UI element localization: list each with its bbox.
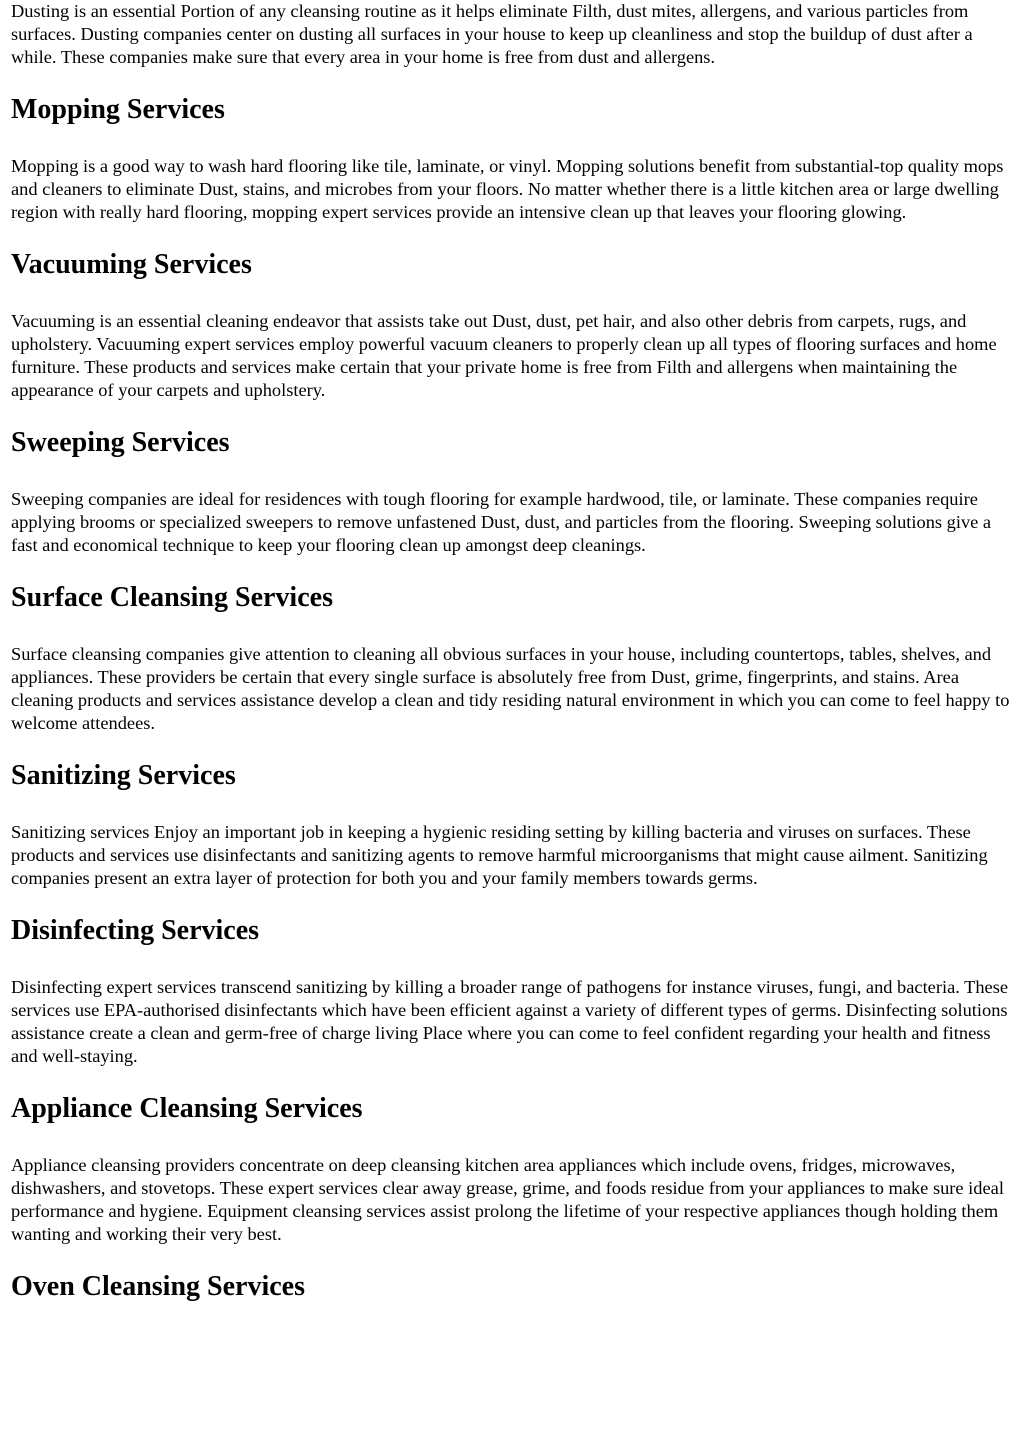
section-sanitizing bbox=[11, 759, 1013, 890]
section-body: Sanitizing services Enjoy an important job in keeping a hygienic residing setting by killing bacteria and viruses on surfaces. These products and services use disinfectants and sanitizing agents to remove harmful microorganisms that might cause ailment. Sanitizing companies present an extra layer of protection for both you and your family members towards germs. bbox=[11, 822, 988, 888]
section-body: Surface cleansing companies give attention to cleaning all obvious surfaces in your house, including countertops, tables, shelves, and appliances. These providers be certain that every single surface is absolutely free from Dust, grime, fingerprints, and stains. Area cleaning products and services assistance develop a clean and tidy residing natural environment in which you can come to feel happy to welcome attendees. bbox=[11, 644, 1010, 733]
section-heading: Vacuuming Services bbox=[11, 249, 252, 280]
section-mopping bbox=[11, 93, 1013, 224]
section-heading: Oven Cleansing Services bbox=[11, 1271, 305, 1302]
section-vacuuming bbox=[11, 248, 1013, 402]
section-heading: Mopping Services bbox=[11, 94, 225, 125]
section-heading: Disinfecting Services bbox=[11, 915, 260, 946]
section-heading: Appliance Cleansing Services bbox=[11, 1093, 363, 1124]
section-heading: Sweeping Services bbox=[11, 427, 230, 458]
section-oven-cleansing bbox=[11, 1270, 1013, 1304]
section-surface-cleansing bbox=[11, 581, 1013, 735]
section-body: Vacuuming is an essential cleaning endeavor that assists take out Dust, dust, pet hair, and also other debris from carpets, rugs, and upholstery. Vacuuming expert services employ powerful vacuum cleaners to properly clean up all types of flooring surfaces and home furniture. These products and services make certain that your private home is free from Filth and allergens when maintaining the appearance of your carpets and upholstery. bbox=[11, 311, 997, 400]
section-heading: Surface Cleansing Services bbox=[11, 582, 333, 613]
section-body: Sweeping companies are ideal for residences with tough flooring for example hardwood, tile, or laminate. These companies require applying brooms or specialized sweepers to remove unfastened Dust, dust, and particles from the flooring. Sweeping solutions give a fast and economical technique to keep your flooring clean up amongst deep cleanings. bbox=[11, 489, 992, 555]
section-sweeping bbox=[11, 426, 1013, 557]
section-heading: Sanitizing Services bbox=[11, 760, 236, 791]
section-disinfecting bbox=[11, 914, 1013, 1068]
intro-paragraph: Dusting is an essential Portion of any cleansing routine as it helps eliminate Filth, dust mites, allergens, and various particles from surfaces. Dusting companies center on dusting all surfaces in your house to keep up cleanliness and stop the buildup of dust after a while. These companies make sure that every area in your home is free from dust and allergens. bbox=[11, 1, 973, 67]
section-appliance-cleansing bbox=[11, 1092, 1013, 1246]
section-body: Mopping is a good way to wash hard flooring like tile, laminate, or vinyl. Mopping solutions benefit from substantial-top quality mops and cleaners to eliminate Dust, stains, and microbes from your floors. No matter whether there is a little kitchen area or large dwelling region with really hard flooring, mopping expert services provide an intensive clean up that leaves your flooring glowing. bbox=[11, 156, 1004, 222]
section-body: Disinfecting expert services transcend sanitizing by killing a broader range of pathogens for instance viruses, fungi, and bacteria. These services use EPA-authorised disinfectants which have been efficient against a variety of different types of germs. Disinfecting solutions assistance create a clean and germ-free of charge living Place where you can come to feel confident regarding your health and fitness and well-staying. bbox=[11, 977, 1009, 1066]
section-body: Appliance cleansing providers concentrate on deep cleansing kitchen area appliances which include ovens, fridges, microwaves, dishwashers, and stovetops. These expert services clear away grease, grime, and foods residue from your appliances to make sure ideal performance and hygiene. Equipment cleansing services assist prolong the lifetime of your respective appliances though holding them wanting and working their very best. bbox=[11, 1155, 1004, 1244]
